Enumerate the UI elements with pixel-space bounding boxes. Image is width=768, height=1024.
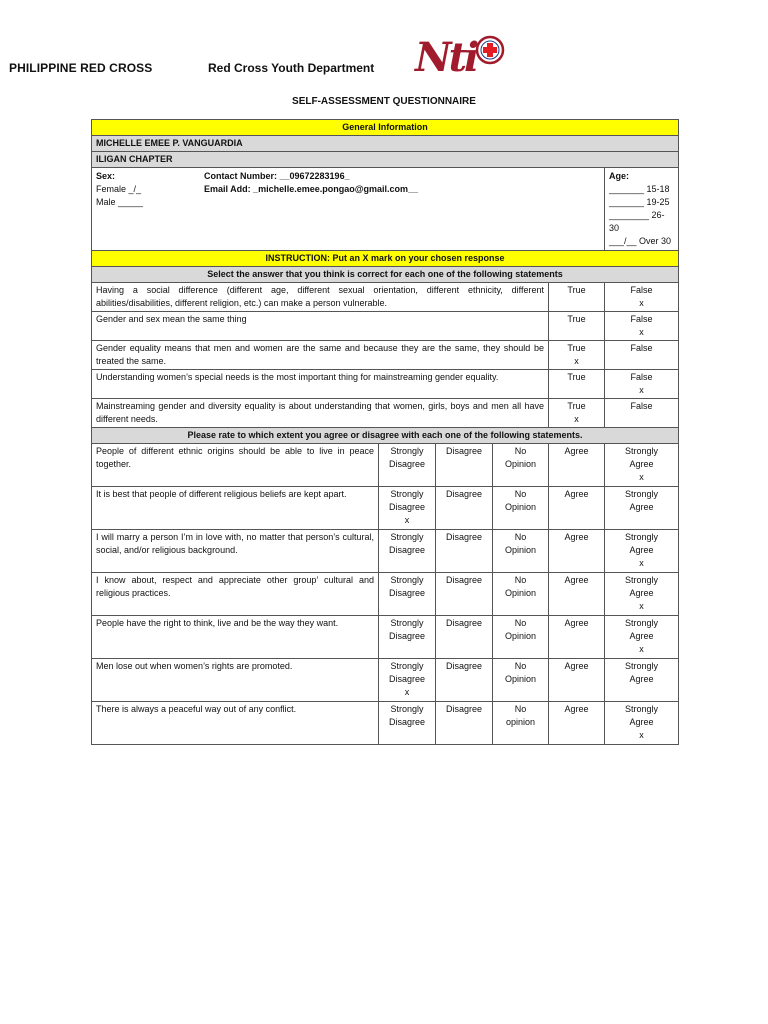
option-true-label: True <box>567 372 586 382</box>
option-strongly-agree[interactable] <box>605 444 679 487</box>
option-disagree[interactable] <box>436 616 493 659</box>
x-mark: x <box>639 472 644 482</box>
option-strongly-disagree[interactable] <box>379 444 436 487</box>
option-true[interactable] <box>549 341 605 370</box>
x-mark: x <box>639 558 644 568</box>
true-false-row <box>92 283 679 312</box>
statement-text: Understanding women’s special needs is the most important thing for mainstreaming gender equality. <box>92 370 549 399</box>
option-false-label: False <box>630 314 653 324</box>
red-cross-youth-logo <box>414 35 506 77</box>
option-label: Strongly Disagree <box>388 489 426 512</box>
option-strongly-agree[interactable] <box>605 573 679 616</box>
red-cross-emblem-icon <box>477 37 503 63</box>
option-true[interactable] <box>549 283 605 312</box>
rating-row <box>92 444 679 487</box>
option-label: Strongly Disagree <box>388 704 426 727</box>
x-mark: x <box>639 385 644 395</box>
option-strongly-disagree[interactable] <box>379 487 436 530</box>
option-no-opinion[interactable] <box>493 573 549 616</box>
questionnaire-table <box>91 119 679 745</box>
instruction-text: INSTRUCTION: Put an X mark on your chosen response <box>92 251 679 267</box>
option-label: Strongly Agree <box>624 704 659 727</box>
rating-row <box>92 616 679 659</box>
option-false-label: False <box>630 372 653 382</box>
option-no-opinion[interactable] <box>493 702 549 745</box>
option-agree[interactable] <box>549 659 605 702</box>
option-label: No Opinion <box>504 489 537 512</box>
option-label: Disagree <box>445 704 483 714</box>
option-label: Disagree <box>445 532 483 542</box>
option-label: Disagree <box>445 661 483 671</box>
statement-text: Mainstreaming gender and diversity equality is about understanding that women, girls, boys and men all have different needs. <box>92 399 549 428</box>
option-strongly-disagree[interactable] <box>379 573 436 616</box>
rating-row <box>92 659 679 702</box>
email-field[interactable]: Email Add: _michelle.emee.pongao@gmail.com__ <box>204 184 419 194</box>
personal-details-row <box>92 168 679 251</box>
option-agree[interactable] <box>549 487 605 530</box>
option-agree[interactable] <box>549 616 605 659</box>
org-name: PHILIPPINE RED CROSS <box>9 61 153 75</box>
chapter-name: ILIGAN CHAPTER <box>92 152 679 168</box>
x-mark: x <box>639 298 644 308</box>
statement-text: There is always a peaceful way out of any conflict. <box>92 702 379 745</box>
option-label: Strongly Agree <box>624 575 659 598</box>
option-label: No Opinion <box>504 575 537 598</box>
true-false-section <box>92 283 679 428</box>
option-label: No Opinion <box>504 532 537 555</box>
option-label: Agree <box>564 532 589 542</box>
age-option[interactable]: _______ 19-25 <box>609 197 670 207</box>
personal-details-cell <box>92 168 605 251</box>
true-false-row <box>92 399 679 428</box>
x-mark: x <box>639 601 644 611</box>
option-no-opinion[interactable] <box>493 487 549 530</box>
age-option[interactable]: _______ 15-18 <box>609 184 670 194</box>
option-false-label: False <box>630 285 653 295</box>
option-false[interactable] <box>605 312 679 341</box>
option-no-opinion[interactable] <box>493 444 549 487</box>
option-disagree[interactable] <box>436 702 493 745</box>
option-true-label: True <box>567 285 586 295</box>
statement-text: Gender and sex mean the same thing <box>92 312 549 341</box>
option-true-label: True <box>567 314 586 324</box>
option-false[interactable] <box>605 341 679 370</box>
option-strongly-disagree[interactable] <box>379 702 436 745</box>
name-row <box>92 136 679 152</box>
option-strongly-disagree[interactable] <box>379 616 436 659</box>
option-label: Strongly Disagree <box>388 618 426 641</box>
rating-row <box>92 530 679 573</box>
option-label: Disagree <box>445 446 483 456</box>
sex-female-field[interactable]: Female _/_ <box>96 184 142 194</box>
general-info-heading: General Information <box>92 120 679 136</box>
age-option[interactable]: ___/__ Over 30 <box>609 236 672 246</box>
true-false-row <box>92 341 679 370</box>
statement-text: People have the right to think, live and be the way they want. <box>92 616 379 659</box>
option-strongly-disagree[interactable] <box>379 530 436 573</box>
section1-heading: Select the answer that you think is correct for each one of the following statements <box>92 267 679 283</box>
option-true[interactable] <box>549 312 605 341</box>
option-strongly-agree[interactable] <box>605 487 679 530</box>
option-label: No Opinion <box>504 446 537 469</box>
chapter-row <box>92 152 679 168</box>
option-label: Disagree <box>445 489 483 499</box>
sex-male-field[interactable]: Male _____ <box>96 197 144 207</box>
section2-heading: Please rate to which extent you agree or disagree with each one of the following statements. <box>92 428 679 444</box>
option-label: Agree <box>564 661 589 671</box>
option-disagree[interactable] <box>436 444 493 487</box>
age-cell <box>605 168 679 251</box>
age-option[interactable]: ________ 26-30 <box>609 210 665 233</box>
option-no-opinion[interactable] <box>493 659 549 702</box>
option-label: Strongly Disagree <box>388 446 426 469</box>
x-mark: x <box>574 414 579 424</box>
statement-text: I know about, respect and appreciate other group’ cultural and religious practices. <box>92 573 379 616</box>
option-true-label: True <box>567 343 586 353</box>
respondent-name: MICHELLE EMEE P. VANGUARDIA <box>92 136 679 152</box>
option-label: Agree <box>564 446 589 456</box>
option-agree[interactable] <box>549 444 605 487</box>
option-disagree[interactable] <box>436 659 493 702</box>
option-label: Strongly Agree <box>624 618 659 641</box>
statement-text: Gender equality means that men and women are the same and because they are the same, they should be treated the same. <box>92 341 549 370</box>
option-agree[interactable] <box>549 702 605 745</box>
option-strongly-disagree[interactable] <box>379 659 436 702</box>
option-no-opinion[interactable] <box>493 616 549 659</box>
option-strongly-agree[interactable] <box>605 702 679 745</box>
x-mark: x <box>404 515 410 525</box>
option-strongly-agree[interactable] <box>605 659 679 702</box>
x-mark: x <box>639 644 644 654</box>
option-true-label: True <box>567 401 586 411</box>
option-label: No Opinion <box>504 618 537 641</box>
true-false-row <box>92 312 679 341</box>
rating-row <box>92 573 679 616</box>
option-disagree[interactable] <box>436 573 493 616</box>
statement-text: It is best that people of different religious beliefs are kept apart. <box>92 487 379 530</box>
option-label: Strongly Disagree <box>388 532 426 555</box>
instruction-row <box>92 251 679 267</box>
option-disagree[interactable] <box>436 487 493 530</box>
logo-text: Nti <box>415 35 477 77</box>
option-false-label: False <box>630 401 653 411</box>
option-label: Strongly Disagree <box>388 575 426 598</box>
section1-header-row <box>92 267 679 283</box>
option-label: Agree <box>564 704 589 714</box>
option-false[interactable] <box>605 283 679 312</box>
sex-label: Sex: <box>96 171 116 181</box>
option-disagree[interactable] <box>436 530 493 573</box>
option-false[interactable] <box>605 370 679 399</box>
option-false-label: False <box>630 343 653 353</box>
option-label: Strongly Agree <box>624 661 659 684</box>
option-label: Agree <box>564 618 589 628</box>
x-mark: x <box>574 356 579 366</box>
contact-number-field[interactable]: Contact Number: __09672283196_ <box>204 171 350 181</box>
option-no-opinion[interactable] <box>493 530 549 573</box>
department-name: Red Cross Youth Department <box>208 61 375 75</box>
age-label: Age: <box>609 171 629 181</box>
section2-header-row <box>92 428 679 444</box>
option-false[interactable] <box>605 399 679 428</box>
option-label: Strongly Disagree <box>388 661 426 684</box>
option-true[interactable] <box>549 399 605 428</box>
option-label: Strongly Agree <box>624 446 659 469</box>
statement-text: Having a social difference (different age, different sexual orientation, different ethnicity, different abilities/disabilities, different religion, etc.) can make a person vulnerable. <box>92 283 549 312</box>
rating-row <box>92 487 679 530</box>
statement-text: Men lose out when women’s rights are promoted. <box>92 659 379 702</box>
option-agree[interactable] <box>549 573 605 616</box>
option-strongly-agree[interactable] <box>605 616 679 659</box>
option-true[interactable] <box>549 370 605 399</box>
option-label: Disagree <box>445 618 483 628</box>
option-label: No opinion <box>505 704 536 727</box>
true-false-row <box>92 370 679 399</box>
rating-row <box>92 702 679 745</box>
option-agree[interactable] <box>549 530 605 573</box>
option-label: Agree <box>564 575 589 585</box>
document-title: SELF-ASSESSMENT QUESTIONNAIRE <box>292 96 476 107</box>
option-label: Agree <box>564 489 589 499</box>
x-mark: x <box>639 327 644 337</box>
option-label: No Opinion <box>504 661 537 684</box>
statement-text: People of different ethnic origins should be able to live in peace together. <box>92 444 379 487</box>
option-strongly-agree[interactable] <box>605 530 679 573</box>
statement-text: I will marry a person I’m in love with, no matter that person’s cultural, social, and/or religious background. <box>92 530 379 573</box>
x-mark: x <box>404 687 410 697</box>
x-mark: x <box>639 730 644 740</box>
general-info-header-row <box>92 120 679 136</box>
rating-section <box>92 444 679 745</box>
option-label: Strongly Agree <box>624 532 659 555</box>
option-label: Disagree <box>445 575 483 585</box>
option-label: Strongly Agree <box>624 489 659 512</box>
